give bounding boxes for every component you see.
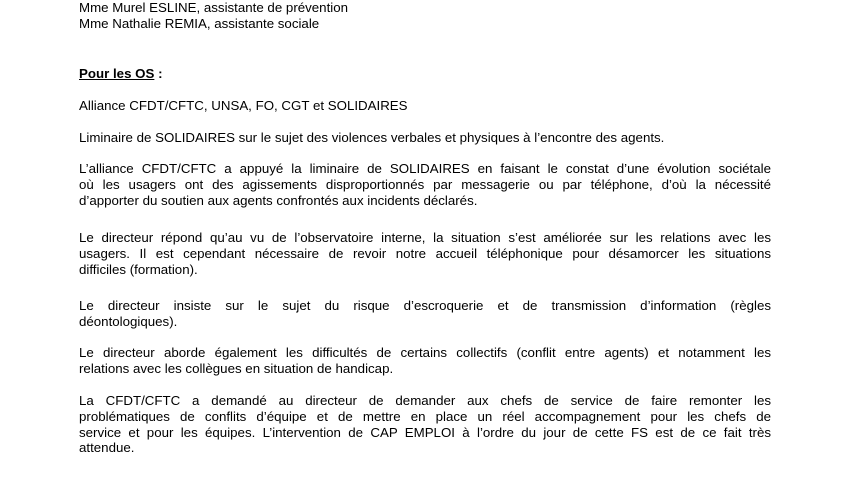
paragraph-line: Le directeur insiste sur le sujet du risque d’escroquerie et de transmission d’information (règles [79,298,771,313]
section-heading-line [79,66,163,82]
paragraph-line: attendue. [79,440,135,456]
paragraph-line: difficiles (formation). [79,261,198,277]
section-heading-colon: : [154,66,163,81]
paragraph [79,230,771,277]
paragraph-line: déontologiques). [79,313,178,329]
paragraph-line: Liminaire de SOLIDAIRES sur le sujet des violences verbales et physiques à l’encontre des agents. [79,130,665,145]
paragraph-line: Le directeur répond qu’au vu de l’observatoire interne, la situation s’est améliorée sur les relations avec les [79,230,771,245]
paragraph-line: d’apporter du soutien aux agents confrontés aux incidents déclarés. [79,192,478,208]
paragraph-line: service et pour les équipes. L’intervention de CAP EMPLOI à l’ordre du jour de cette FS est de ce fait très [79,424,771,440]
paragraph-line: problématiques de conflits d’équipe et de mettre en place un réel accompagnement pour les chefs de [79,408,771,424]
paragraph-line: La CFDT/CFTC a demandé au directeur de demander aux chefs de service de faire remonter les [79,393,771,408]
paragraph [79,345,771,377]
attendee-line: Mme Murel ESLINE, assistante de prévention [79,0,349,15]
paragraph-line: L’alliance CFDT/CFTC a appuyé la liminaire de SOLIDAIRES en faisant le constat d’une évolution sociétale [79,161,771,176]
paragraph-line: relations avec les collègues en situation de handicap. [79,360,394,376]
paragraph-line: Le directeur aborde également les difficultés de certains collectifs (conflit entre agents) et notamment les [79,345,771,360]
os-list: Alliance CFDT/CFTC, UNSA, FO, CGT et SOLIDAIRES [79,98,408,113]
paragraph [79,130,771,146]
paragraph [79,161,771,208]
paragraph [79,298,771,330]
paragraph-line: usagers. Il est cependant nécessaire de revoir notre accueil téléphonique pour désamorcer les situations [79,245,771,261]
paragraph [79,393,771,456]
attendee-line: Mme Nathalie REMIA, assistante sociale [79,15,320,31]
paragraph-line: où les usagers ont des agissements disproportionnés par messagerie ou par téléphone, d’où la nécessité [79,176,771,192]
section-heading: Pour les OS [79,66,155,81]
